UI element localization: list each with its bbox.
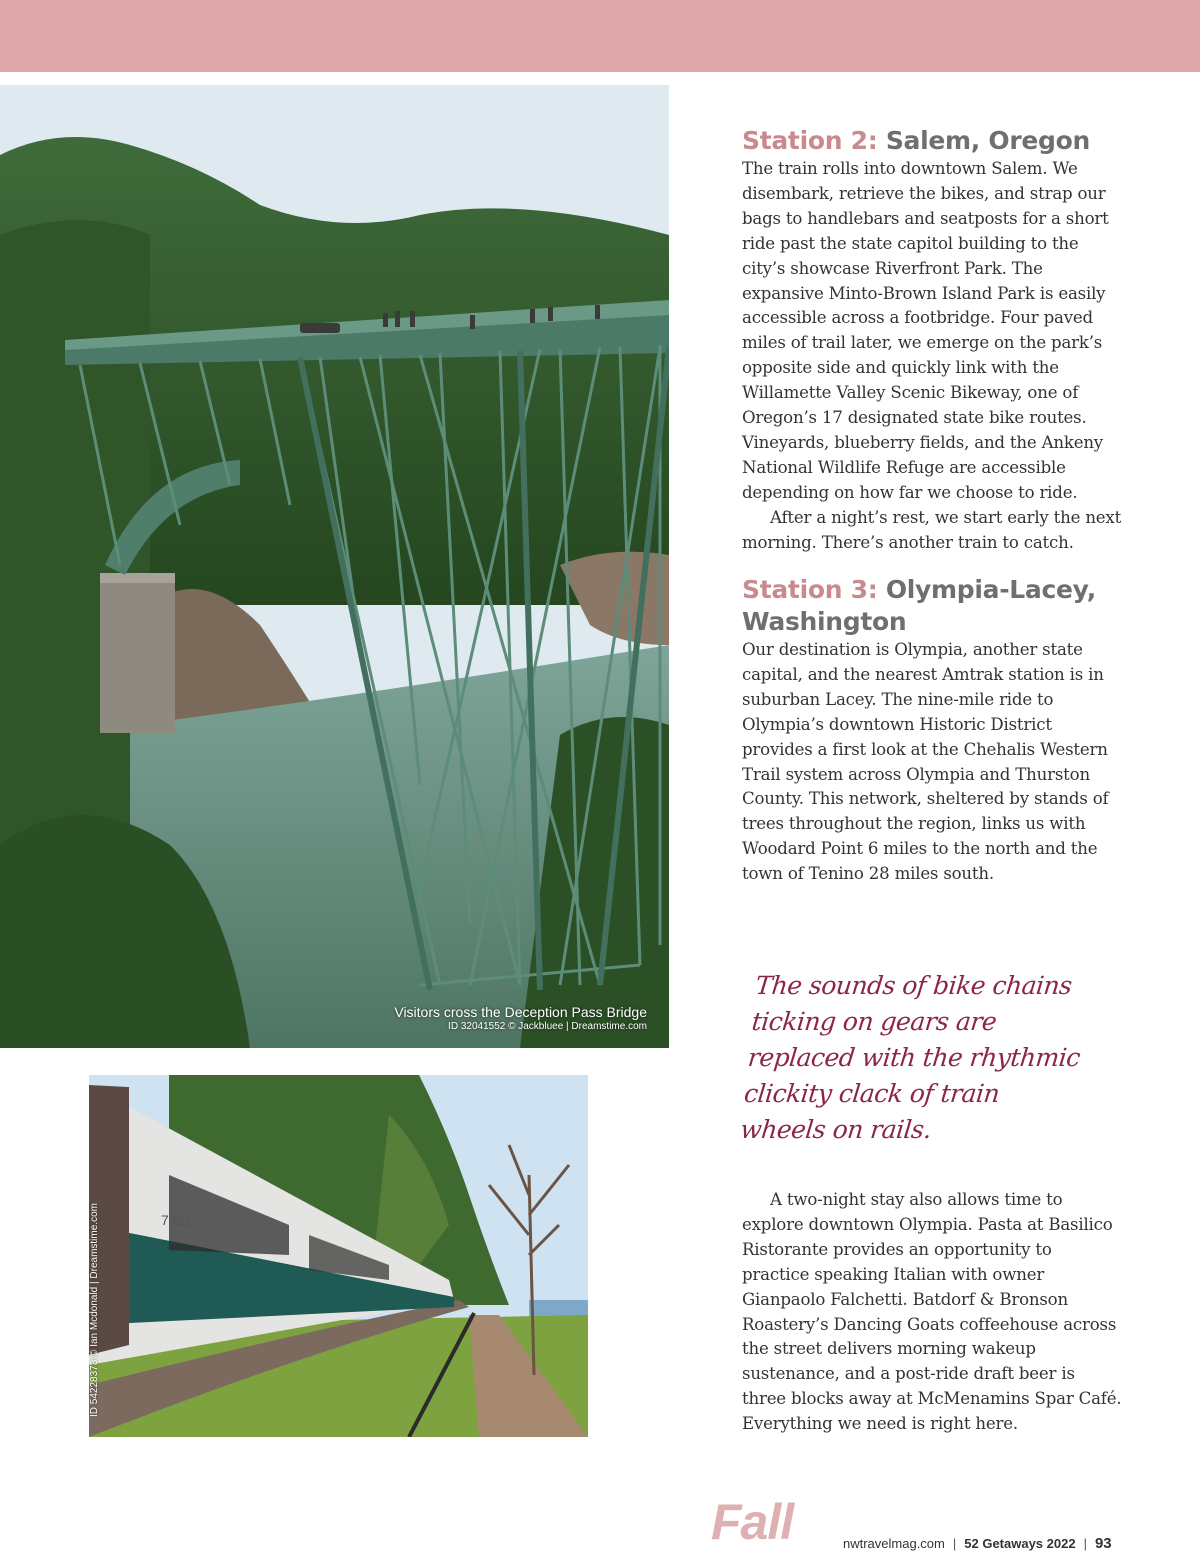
station3-label: Station 3: [742, 575, 878, 604]
bridge-caption [394, 1004, 647, 1032]
station2-paragraph-1: The train rolls into downtown Salem. We disembark, retrieve the bikes, and strap our bags to handlebars and seatposts for a short ride past the state capitol building to the city’s showcase Riverfront Park. The expansive Minto-Brown Island Park is easily accessible across a footbridge. Four paved miles of trail later, we emerge on the park’s opposite side and quickly link with the Willamette Valley Scenic Bikeway, one of Oregon’s 17 designated state bike routes. Vineyards, blueberry fields, and the Ankeny National Wildlife Refuge are accessible depending on how far we choose to ride. [742, 159, 1109, 502]
station2-paragraph-2: After a night’s rest, we start early the next morning. There’s another train to catch. [742, 507, 1122, 552]
station2-heading [742, 125, 1122, 157]
station3-section [742, 574, 1122, 887]
footer-page-number: 93 [1094, 1535, 1112, 1552]
footer-site: nwtravelmag.com [843, 1536, 945, 1551]
footer-issue: 52 Getaways 2022 [964, 1536, 1076, 1551]
header-band [0, 0, 1200, 72]
footer-info: nwtravelmag.com | 52 Getaways 2022 | 93 [843, 1535, 1112, 1552]
train-photo [89, 1075, 588, 1437]
train-illustration [89, 1075, 588, 1437]
station2-section [742, 125, 1122, 556]
station3-heading [742, 574, 1122, 638]
bridge-photo-credit: ID 32041552 © Jackbluee | Dreamstime.com [448, 1021, 647, 1032]
station2-place: Salem, Oregon [885, 126, 1090, 155]
station3-place-line2: Washington [742, 607, 907, 636]
station2-label: Station 2: [742, 126, 878, 155]
station3-paragraph-2: A two-night stay also allows time to explore downtown Olympia. Pasta at Basilico Ristorante provides an opportunity to practice speaking Italian with owner Gianpaolo Falchetti. Batdorf & Bronson Roastery’s Dancing Goats coffeehouse across the street delivers morning wakeup sustenance, and a post-ride draft beer is three blocks away at McMenamins Spar Café. Everything we need is right here. [742, 1190, 1122, 1434]
footer-season: Fall [711, 1494, 794, 1550]
station3-place-line1: Olympia-Lacey, [885, 575, 1096, 604]
bridge-caption-text: Visitors cross the Deception Pass Bridge [394, 1004, 647, 1020]
station3-paragraph-1: Our destination is Olympia, another state capital, and the nearest Amtrak station is in suburban Lacey. The nine-mile ride to Olympia’s downtown Historic District provides a first look at the Chehalis Western Trail system across Olympia and Thurston County. This network, sheltered by stands of trees throughout the region, links us with Woodard Point 6 miles to the north and the town of Tenino 28 miles south. [742, 640, 1109, 884]
train-photo-credit: ID 54228373 © Ian Mcdonald | Dreamstime.com [89, 1203, 100, 1417]
bridge-illustration [0, 85, 669, 1048]
bridge-photo [0, 85, 669, 1048]
train-car-number: 7421 [161, 1212, 193, 1228]
pull-quote: The sounds of bike chains ticking on gears are replaced with the rhythmic clickity clack of train wheels on rails. [738, 971, 1082, 1144]
station3-continued [742, 1188, 1122, 1437]
